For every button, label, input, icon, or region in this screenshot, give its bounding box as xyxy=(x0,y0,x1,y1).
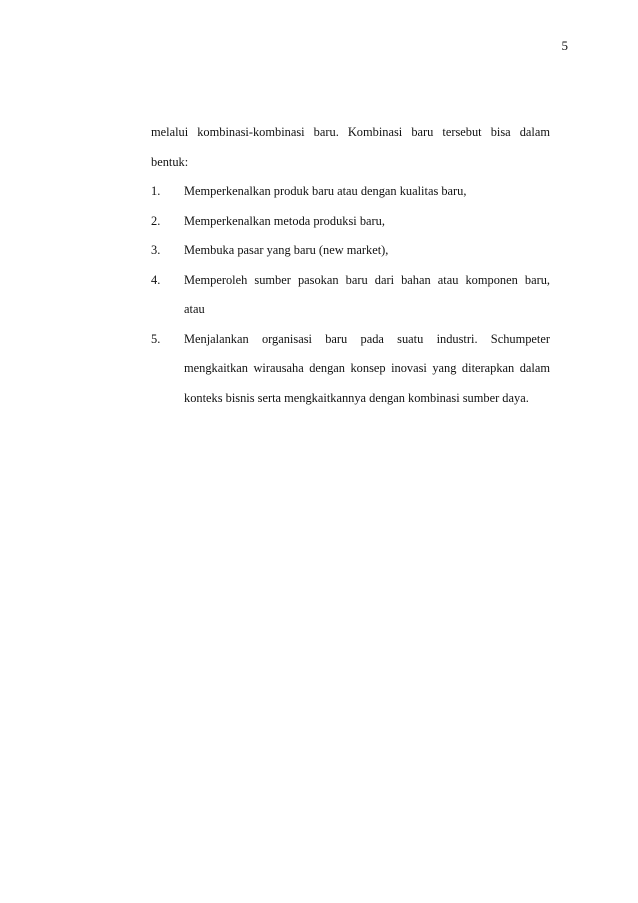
list-item-number: 1. xyxy=(151,184,161,198)
list-item-text xyxy=(184,266,550,325)
list-item-line: mengkaitkan wirausaha dengan konsep inovasi yang diterapkan dalam xyxy=(184,361,550,375)
list-item-text xyxy=(184,207,550,237)
list-item xyxy=(151,325,550,414)
list-item-text xyxy=(184,325,550,414)
list-item-line: konteks bisnis serta mengkaitkannya dengan kombinasi sumber daya. xyxy=(184,390,529,405)
list-item xyxy=(151,266,550,325)
list-item xyxy=(151,236,550,266)
list-item-number: 2. xyxy=(151,213,161,228)
list-item xyxy=(151,177,550,207)
list-item-line: Menjalankan organisasi baru pada suatu industri. Schumpeter xyxy=(184,331,550,346)
list-item-line: Membuka pasar yang baru (new market), xyxy=(184,243,389,257)
list-item-text xyxy=(184,177,550,207)
list-item-line: atau xyxy=(184,302,205,316)
list-item xyxy=(151,207,550,237)
list-item-number: 4. xyxy=(151,272,161,287)
list-item-text xyxy=(184,236,550,266)
list-item-number: 3. xyxy=(151,243,161,257)
list-item-line: Memperkenalkan metoda produksi baru, xyxy=(184,213,385,228)
list-item-line: Memperoleh sumber pasokan baru dari bahan atau komponen baru, xyxy=(184,272,550,287)
list-item-line: Memperkenalkan produk baru atau dengan kualitas baru, xyxy=(184,184,467,198)
page-number: 5 xyxy=(561,38,568,53)
paragraph-line: melalui kombinasi-kombinasi baru. Kombinasi baru tersebut bisa dalam xyxy=(151,125,550,139)
paragraph-line: bentuk: xyxy=(151,154,189,169)
list-item-number: 5. xyxy=(151,331,161,346)
numbered-list xyxy=(151,177,550,413)
body-text xyxy=(151,118,550,413)
